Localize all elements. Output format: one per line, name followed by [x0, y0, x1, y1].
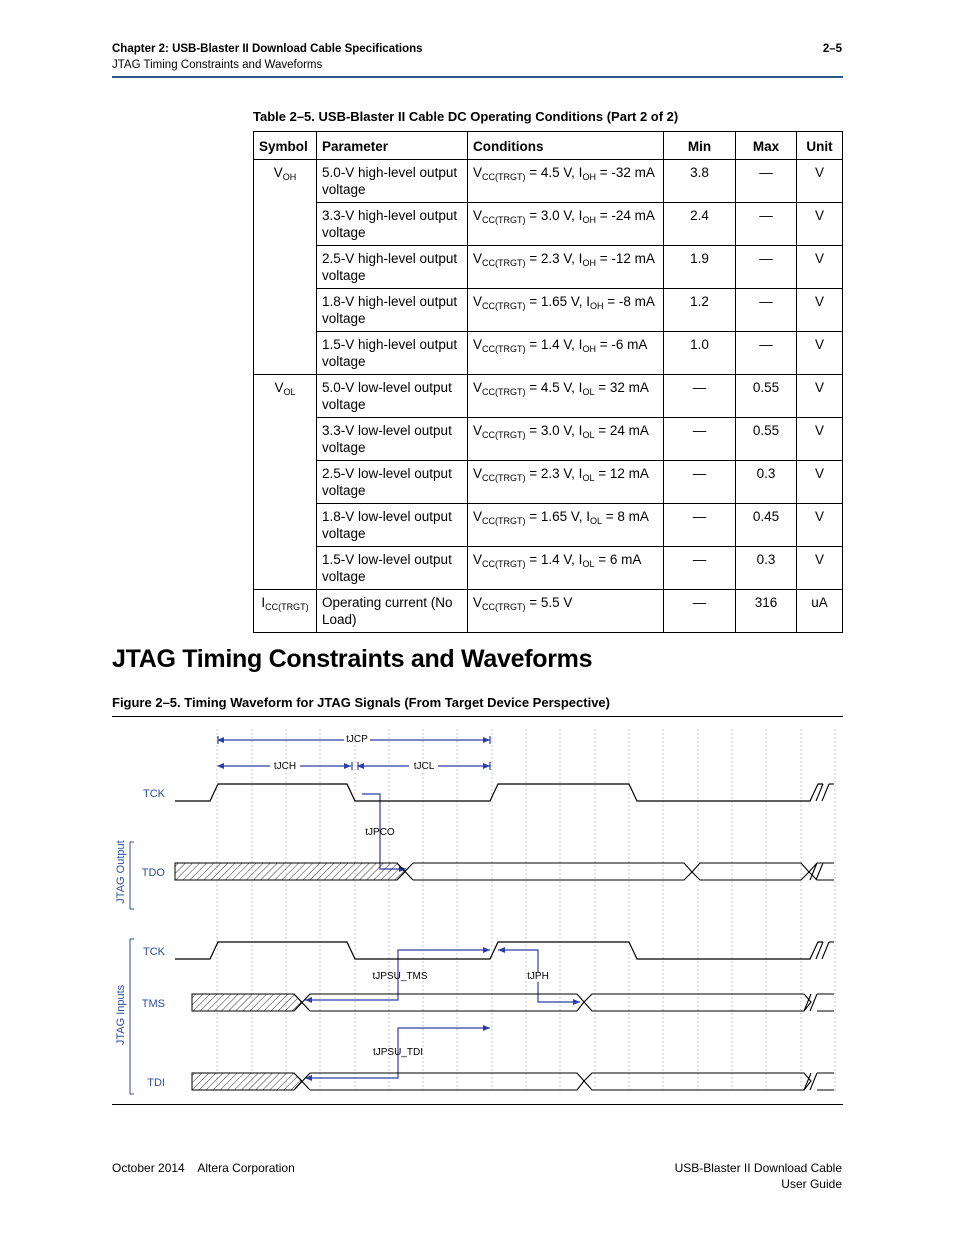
min-cell: 1.2 — [664, 289, 736, 332]
cond-sub: CC(TRGT) — [482, 516, 526, 526]
col-header-conditions: Conditions — [468, 132, 664, 160]
parameter-cell — [317, 504, 468, 547]
conditions-cell — [468, 590, 664, 633]
cond-sub2: OL — [582, 559, 595, 569]
parameter-line2: voltage — [322, 397, 366, 412]
parameter-line1: Operating current (No — [322, 595, 453, 610]
signal-label-tck-output: TCK — [143, 788, 165, 800]
group-label-inputs: JTAG Inputs — [115, 984, 127, 1046]
table-header-row — [254, 132, 843, 160]
max-cell: 0.3 — [736, 461, 797, 504]
tdi-waveform — [192, 1073, 834, 1090]
tck-output-waveform — [175, 784, 823, 801]
cond-prefix: V — [473, 251, 483, 266]
cond-sub2: OH — [589, 301, 604, 311]
parameter-cell — [317, 461, 468, 504]
tms-waveform — [192, 994, 834, 1011]
label-tjcp: tJCP — [346, 734, 368, 745]
section-title: JTAG Timing Constraints and Waveforms — [112, 645, 593, 673]
unit-cell: uA — [797, 590, 843, 633]
cond-part2: = -12 mA — [595, 251, 655, 266]
symbol-base: V — [274, 380, 284, 395]
symbol-sub: OH — [282, 172, 297, 182]
figure-bottom-rule — [112, 1104, 843, 1105]
cond-part1: = 2.3 V, I — [525, 251, 583, 266]
dc-operating-conditions-table — [253, 131, 843, 633]
col-header-min: Min — [664, 132, 736, 160]
unit-cell: V — [797, 547, 843, 590]
cond-part2: = 12 mA — [594, 466, 649, 481]
cond-part2: = 8 mA — [601, 509, 649, 524]
parameter-line2: Load) — [322, 612, 357, 627]
conditions-cell — [468, 375, 664, 418]
parameter-cell — [317, 590, 468, 633]
cond-part2: = -8 mA — [603, 294, 655, 309]
min-cell: 3.8 — [664, 160, 736, 203]
cond-sub: CC(TRGT) — [482, 172, 526, 182]
min-cell: — — [664, 461, 736, 504]
symbol-base: V — [273, 165, 283, 180]
footer-left: October 2014 Altera Corporation — [112, 1161, 295, 1175]
symbol-sub: OL — [283, 387, 296, 397]
tjpsu-tms-top — [398, 950, 490, 973]
figure-caption: Figure 2–5. Timing Waveform for JTAG Signals (From Target Device Perspective) — [112, 695, 610, 710]
parameter-line1: 1.8-V high-level output — [322, 294, 458, 309]
cond-sub: CC(TRGT) — [482, 559, 526, 569]
unit-cell: V — [797, 160, 843, 203]
unit-cell: V — [797, 289, 843, 332]
cond-prefix: V — [473, 552, 483, 567]
cond-prefix: V — [473, 466, 483, 481]
cond-sub2: OH — [582, 215, 596, 225]
cond-sub2: OL — [582, 473, 595, 483]
cond-prefix: V — [473, 509, 483, 524]
min-cell: — — [664, 418, 736, 461]
parameter-line2: voltage — [322, 182, 366, 197]
parameter-line2: voltage — [322, 526, 366, 541]
parameter-line2: voltage — [322, 354, 366, 369]
max-cell: 316 — [736, 590, 797, 633]
conditions-cell — [468, 289, 664, 332]
table-row — [254, 590, 843, 633]
cond-part1: = 1.4 V, I — [525, 337, 583, 352]
label-tjch: tJCH — [273, 761, 297, 772]
tck-output-break — [816, 784, 834, 801]
parameter-line2: voltage — [322, 268, 366, 283]
max-cell: 0.55 — [736, 375, 797, 418]
symbol-cell — [254, 160, 317, 375]
cond-sub: CC(TRGT) — [482, 473, 526, 483]
parameter-line1: 5.0-V low-level output — [322, 380, 452, 395]
tjph-top — [498, 950, 538, 972]
symbol-sub: CC(TRGT) — [265, 602, 309, 612]
max-cell: — — [736, 289, 797, 332]
cond-part2: = 24 mA — [594, 423, 649, 438]
symbol-cell — [254, 375, 317, 590]
conditions-cell — [468, 332, 664, 375]
parameter-line2: voltage — [322, 569, 366, 584]
jtag-timing-waveform — [112, 717, 843, 1104]
label-tjpco: tJPCO — [365, 827, 395, 838]
signal-label-tms: TMS — [141, 998, 165, 1010]
conditions-cell — [468, 461, 664, 504]
parameter-line1: 5.0-V high-level output — [322, 165, 458, 180]
table-row — [254, 375, 843, 418]
max-cell: — — [736, 203, 797, 246]
parameter-cell — [317, 160, 468, 203]
cond-sub2: OH — [582, 344, 596, 354]
conditions-cell — [468, 418, 664, 461]
parameter-line1: 1.8-V low-level output — [322, 509, 452, 524]
conditions-cell — [468, 203, 664, 246]
cond-part2: = -6 mA — [595, 337, 648, 352]
min-cell: — — [664, 504, 736, 547]
footer-title: USB-Blaster II Download Cable — [674, 1161, 842, 1175]
group-label-output: JTAG Output — [115, 840, 127, 904]
parameter-line1: 2.5-V high-level output — [322, 251, 458, 266]
signal-label-tck-input: TCK — [143, 946, 165, 958]
cond-sub: CC(TRGT) — [482, 387, 526, 397]
cond-prefix: V — [473, 380, 483, 395]
unit-cell: V — [797, 332, 843, 375]
min-cell: — — [664, 547, 736, 590]
col-header-parameter: Parameter — [317, 132, 468, 160]
min-cell: 1.0 — [664, 332, 736, 375]
parameter-cell — [317, 246, 468, 289]
col-header-unit: Unit — [797, 132, 843, 160]
cond-prefix: V — [473, 165, 483, 180]
label-tjph: tJPH — [527, 971, 549, 982]
table-row — [254, 246, 843, 289]
cond-part1: = 3.0 V, I — [525, 208, 583, 223]
cond-part1: = 3.0 V, I — [525, 423, 583, 438]
max-cell: 0.55 — [736, 418, 797, 461]
cond-part1: = 4.5 V, I — [525, 380, 583, 395]
cond-prefix: V — [473, 208, 483, 223]
cond-sub2: OH — [582, 172, 596, 182]
cond-sub2: OL — [582, 387, 595, 397]
conditions-cell — [468, 160, 664, 203]
unit-cell: V — [797, 504, 843, 547]
min-cell: 2.4 — [664, 203, 736, 246]
parameter-cell — [317, 375, 468, 418]
min-cell: — — [664, 590, 736, 633]
cond-part1: = 1.4 V, I — [525, 552, 583, 567]
signal-label-tdi: TDI — [147, 1077, 165, 1089]
parameter-cell — [317, 418, 468, 461]
page-number: 2–5 — [822, 43, 842, 55]
cond-prefix: V — [473, 423, 483, 438]
parameter-line2: voltage — [322, 440, 366, 455]
conditions-cell — [468, 504, 664, 547]
running-header-section: JTAG Timing Constraints and Waveforms — [112, 59, 323, 71]
cond-sub2: OH — [582, 258, 596, 268]
unit-cell: V — [797, 203, 843, 246]
cond-part1: = 2.3 V, I — [525, 466, 583, 481]
parameter-cell — [317, 547, 468, 590]
cond-prefix: V — [473, 595, 483, 610]
unit-cell: V — [797, 246, 843, 289]
header-rule — [112, 76, 843, 78]
parameter-cell — [317, 289, 468, 332]
min-cell: 1.9 — [664, 246, 736, 289]
cond-part1: = 1.65 V, I — [525, 509, 590, 524]
cond-part1: = 4.5 V, I — [525, 165, 583, 180]
cond-sub: CC(TRGT) — [482, 301, 526, 311]
cond-sub: CC(TRGT) — [482, 215, 526, 225]
conditions-cell — [468, 246, 664, 289]
label-tjpsu-tdi: tJPSU_TDI — [372, 1047, 424, 1058]
symbol-base: I — [261, 595, 266, 610]
cond-sub: CC(TRGT) — [482, 258, 526, 268]
max-cell: 0.3 — [736, 547, 797, 590]
cond-part2: = -32 mA — [595, 165, 655, 180]
symbol-cell — [254, 590, 317, 633]
unit-cell: V — [797, 461, 843, 504]
table-caption: Table 2–5. USB-Blaster II Cable DC Operating Conditions (Part 2 of 2) — [253, 109, 679, 124]
parameter-line1: 3.3-V high-level output — [322, 208, 458, 223]
parameter-line1: 3.3-V low-level output — [322, 423, 452, 438]
table-row — [254, 504, 843, 547]
cond-part1: = 5.5 V — [525, 595, 573, 610]
col-header-max: Max — [736, 132, 797, 160]
cond-sub: CC(TRGT) — [482, 430, 526, 440]
footer-subtitle: User Guide — [781, 1177, 842, 1191]
cond-part2: = -24 mA — [595, 208, 655, 223]
max-cell: — — [736, 160, 797, 203]
cond-part2: = 32 mA — [594, 380, 649, 395]
parameter-line1: 1.5-V high-level output — [322, 337, 458, 352]
tck-input-break — [816, 942, 834, 959]
table-row — [254, 418, 843, 461]
parameter-line2: voltage — [322, 483, 366, 498]
running-header-chapter: Chapter 2: USB-Blaster II Download Cable Specifications — [112, 43, 423, 55]
table-row — [254, 203, 843, 246]
parameter-line2: voltage — [322, 225, 366, 240]
table-row — [254, 332, 843, 375]
unit-cell: V — [797, 418, 843, 461]
cond-part2: = 6 mA — [594, 552, 642, 567]
parameter-cell — [317, 332, 468, 375]
cond-sub: CC(TRGT) — [482, 602, 526, 612]
cond-sub2: OL — [582, 430, 595, 440]
cond-sub2: OL — [589, 516, 602, 526]
conditions-cell — [468, 547, 664, 590]
parameter-line1: 1.5-V low-level output — [322, 552, 452, 567]
tjph-arrow — [538, 982, 580, 1002]
cond-sub: CC(TRGT) — [482, 344, 526, 354]
max-cell: 0.45 — [736, 504, 797, 547]
output-group-bracket — [130, 842, 134, 909]
max-cell: — — [736, 332, 797, 375]
parameter-cell — [317, 203, 468, 246]
label-tjcl: tJCL — [413, 761, 435, 772]
inputs-group-bracket — [130, 939, 134, 1094]
cond-part1: = 1.65 V, I — [525, 294, 590, 309]
col-header-symbol: Symbol — [254, 132, 317, 160]
table-row — [254, 289, 843, 332]
parameter-line1: 2.5-V low-level output — [322, 466, 452, 481]
max-cell: — — [736, 246, 797, 289]
parameter-line2: voltage — [322, 311, 366, 326]
min-cell: — — [664, 375, 736, 418]
unit-cell: V — [797, 375, 843, 418]
cond-prefix: V — [473, 337, 483, 352]
tdo-waveform — [175, 863, 834, 880]
table-row — [254, 160, 843, 203]
label-tjpsu-tms: tJPSU_TMS — [372, 971, 428, 982]
table-row — [254, 461, 843, 504]
table-row — [254, 547, 843, 590]
cond-prefix: V — [473, 294, 483, 309]
signal-label-tdo: TDO — [141, 867, 165, 879]
